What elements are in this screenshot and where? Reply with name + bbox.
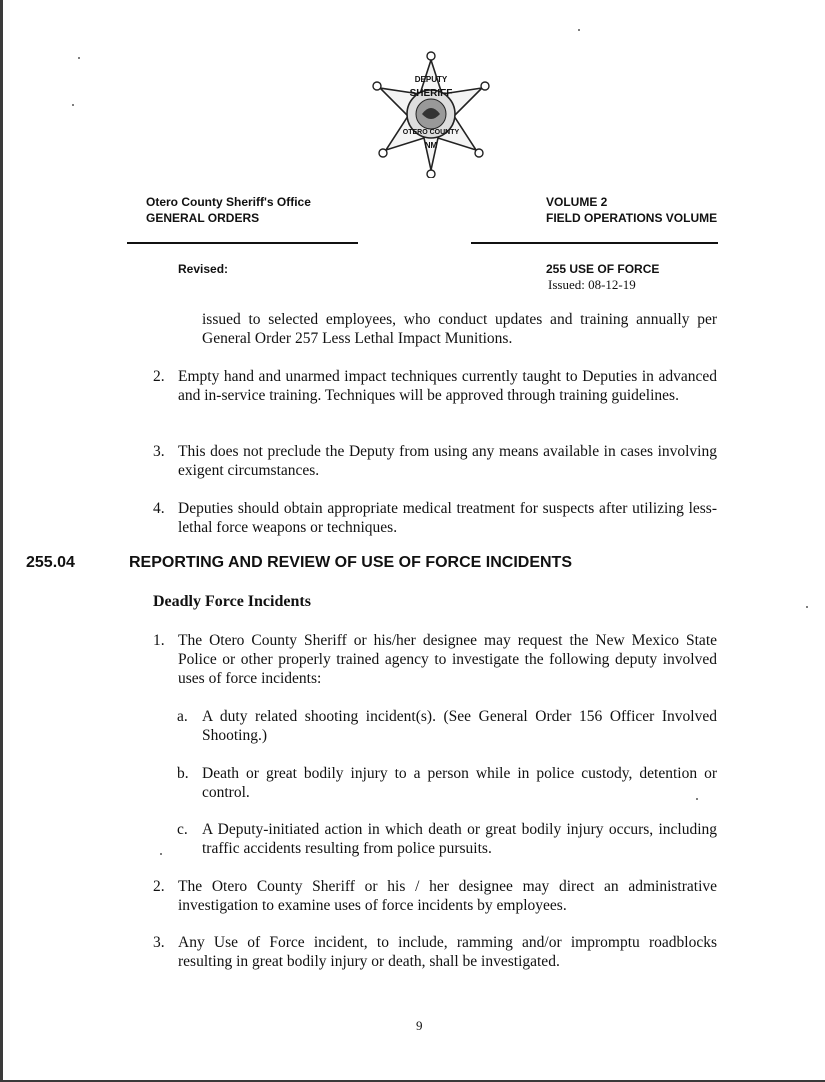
badge-center-text: SHERIFF <box>409 88 453 99</box>
order-title: 255 USE OF FORCE <box>546 262 660 276</box>
scan-speck <box>696 798 698 800</box>
list-item-text: The Otero County Sheriff or his / her designee may direct an administrative investigation to examine uses of force incidents by employees. <box>178 878 717 914</box>
list-item-text: Deputies should obtain appropriate medical treatment for suspects after utilizing less-lethal force weapons or techniques. <box>178 500 717 536</box>
sublist-item-text: A duty related shooting incident(s). (See General Order 156 Officer Involved Shooting.) <box>202 708 717 744</box>
scan-speck <box>78 57 80 59</box>
section-number: 255.04 <box>26 554 75 571</box>
page-number: 9 <box>416 1018 423 1033</box>
office-name: Otero County Sheriff's Office <box>146 195 311 209</box>
sublist-item-letter: a. <box>177 708 188 725</box>
header-rule-left <box>127 242 358 244</box>
badge-top-text: DEPUTY <box>414 75 448 84</box>
list-item-number: 3. <box>153 934 165 951</box>
list-item-text: Any Use of Force incident, to include, ramming and/or impromptu roadblocks resulting in great bodily injury or death, shall be investigated. <box>178 934 717 970</box>
sheriff-star-badge <box>366 48 496 178</box>
scan-speck <box>578 29 580 31</box>
continuation-paragraph: issued to selected employees, who conduct updates and training annually per General Order 257 Less Lethal Impact Munitions. <box>202 311 717 347</box>
list-item-number: 1. <box>153 632 165 649</box>
page-border-left <box>0 0 3 1082</box>
volume-title: FIELD OPERATIONS VOLUME <box>546 211 718 225</box>
volume-label: VOLUME 2 <box>546 195 608 209</box>
sublist-item-text: Death or great bodily injury to a person while in police custody, detention or control. <box>202 765 717 801</box>
list-item-text: The Otero County Sheriff or his/her designee may request the New Mexico State Police or other properly trained agency to investigate the following deputy involved uses of force incidents: <box>178 632 717 687</box>
list-item-text: Empty hand and unarmed impact techniques currently taught to Deputies in advanced and in-service training. Techniques will be approved through training guidelines. <box>178 368 717 404</box>
badge-state-text: NM <box>424 141 438 150</box>
list-item-number: 2. <box>153 368 165 385</box>
sublist-item-letter: c. <box>177 821 188 838</box>
list-item-text: This does not preclude the Deputy from using any means available in cases involving exigent circumstances. <box>178 443 717 479</box>
scan-speck <box>72 104 74 106</box>
header-rule-right <box>471 242 718 244</box>
sublist-item-text: A Deputy-initiated action in which death or great bodily injury occurs, including traffic accidents resulting from police pursuits. <box>202 821 717 857</box>
subheading: Deadly Force Incidents <box>153 593 311 610</box>
badge-bottom-text: OTERO COUNTY <box>402 129 460 136</box>
sublist-item-letter: b. <box>177 765 189 782</box>
scan-speck <box>160 853 162 855</box>
issued-date: Issued: 08-12-19 <box>548 277 636 292</box>
list-item-number: 3. <box>153 443 165 460</box>
revised-label: Revised: <box>178 262 229 276</box>
list-item-number: 2. <box>153 878 165 895</box>
section-title: REPORTING AND REVIEW OF USE OF FORCE INCIDENTS <box>129 554 572 571</box>
list-item-number: 4. <box>153 500 165 517</box>
star-outline <box>373 52 489 178</box>
general-orders-label: GENERAL ORDERS <box>146 211 260 225</box>
scan-speck <box>806 606 808 608</box>
